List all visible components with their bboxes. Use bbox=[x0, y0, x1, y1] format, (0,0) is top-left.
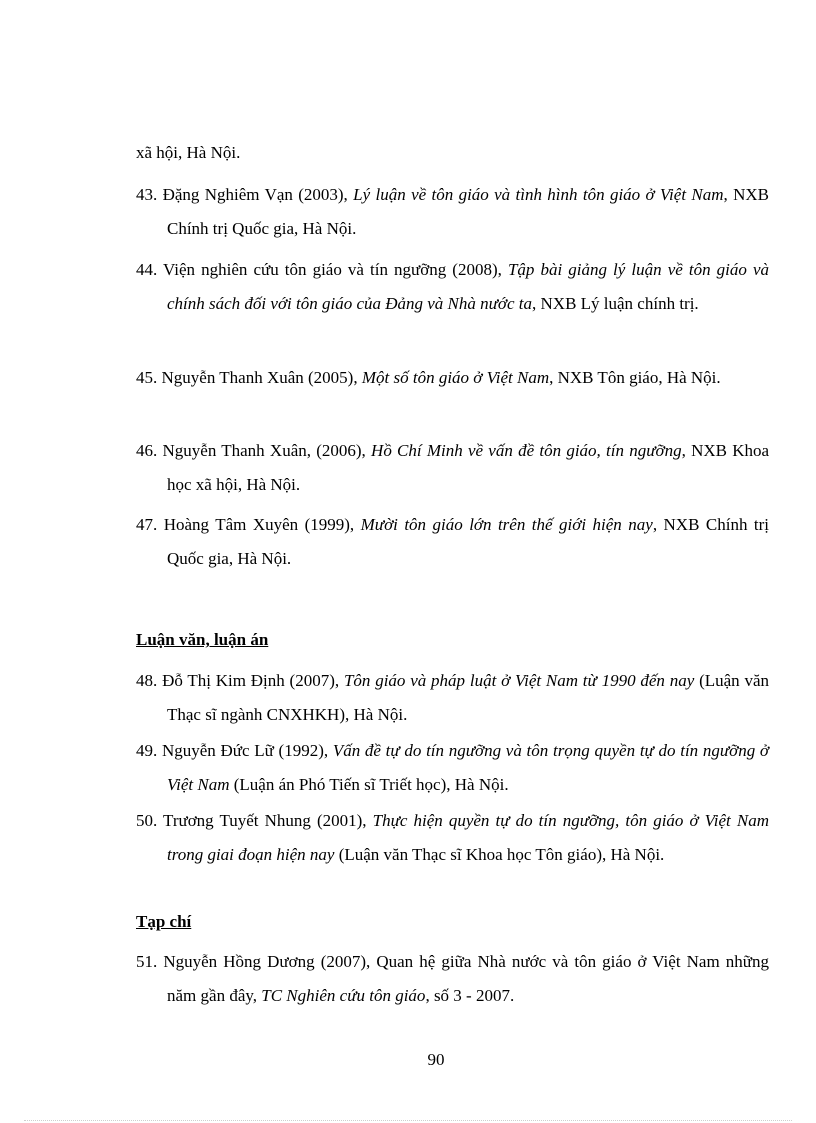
reference-entry bbox=[136, 434, 769, 502]
entry-author: Đỗ Thị Kim Định (2007), bbox=[162, 671, 344, 690]
entry-author: Nguyễn Đức Lữ (1992), bbox=[161, 741, 333, 760]
reference-entry bbox=[136, 945, 769, 1013]
entry-title: Tập bài giảng lý luận về tôn giáo và chính sách đối với tôn giáo của Đảng và Nhà nước ta bbox=[167, 260, 769, 313]
continuation-line: xã hội, Hà Nội. bbox=[136, 143, 241, 162]
entry-number: 43. bbox=[136, 185, 158, 204]
reference-entry bbox=[136, 804, 769, 872]
entry-publisher: , NXB Tôn giáo, Hà Nội. bbox=[549, 368, 721, 387]
entry-title: Thực hiện quyền tự do tín ngưỡng, tôn giáo ở Việt Nam trong giai đoạn hiện nay bbox=[167, 811, 769, 864]
page-number: 90 bbox=[427, 1050, 445, 1069]
entry-title: Mười tôn giáo lớn trên thế giới hiện nay bbox=[360, 515, 653, 534]
entry-publisher: , NXB Chính trị Quốc gia, Hà Nội. bbox=[167, 185, 769, 238]
reference-entry bbox=[136, 734, 769, 802]
entry-author: Trương Tuyết Nhung (2001), bbox=[163, 811, 373, 830]
entry-author: Nguyễn Thanh Xuân (2005), bbox=[161, 368, 362, 387]
entry-publisher: , NXB Lý luận chính trị. bbox=[532, 294, 699, 313]
entry-author: Hoàng Tâm Xuyên (1999), bbox=[163, 515, 361, 534]
entry-author: Nguyễn Thanh Xuân, (2006), bbox=[162, 441, 372, 460]
entry-publisher: (Luận văn Thạc sĩ ngành CNXHKH), Hà Nội. bbox=[167, 671, 770, 724]
entry-number: 45. bbox=[136, 368, 158, 387]
reference-entry bbox=[136, 253, 769, 321]
reference-entry bbox=[136, 664, 769, 732]
entry-number: 47. bbox=[136, 515, 158, 534]
entry-title: TC Nghiên cứu tôn giáo bbox=[261, 986, 426, 1005]
entry-title: Vấn đề tự do tín ngưỡng và tôn trọng quyền tự do tín ngưỡng ở Việt Nam bbox=[167, 741, 770, 794]
entry-publisher: (Luận văn Thạc sĩ Khoa học Tôn giáo), Hà Nội. bbox=[334, 845, 665, 864]
entry-number: 44. bbox=[136, 260, 158, 279]
entry-title: Một số tôn giáo ở Việt Nam bbox=[361, 368, 550, 387]
entry-title: Tôn giáo và pháp luật ở Việt Nam từ 1990 đến nay bbox=[343, 671, 695, 690]
section-heading-theses: Luận văn, luận án bbox=[136, 630, 269, 649]
entry-publisher: , NXB Chính trị Quốc gia, Hà Nội. bbox=[167, 515, 770, 568]
entry-publisher: , NXB Khoa học xã hội, Hà Nội. bbox=[167, 441, 770, 494]
entry-author: Đặng Nghiêm Vạn (2003), bbox=[162, 185, 354, 204]
entry-author: Nguyễn Hồng Dương (2007), Quan hệ giữa Nhà nước và tôn giáo ở Việt Nam những năm gần đây, bbox=[163, 952, 769, 1005]
entry-number: 50. bbox=[136, 811, 158, 830]
reference-entry bbox=[136, 361, 769, 395]
entry-number: 51. bbox=[136, 952, 158, 971]
reference-entry bbox=[136, 508, 769, 576]
entry-number: 46. bbox=[136, 441, 158, 460]
entry-publisher: (Luận án Phó Tiến sĩ Triết học), Hà Nội. bbox=[229, 775, 509, 794]
entry-publisher: , số 3 - 2007. bbox=[425, 986, 515, 1005]
entry-number: 49. bbox=[136, 741, 158, 760]
entry-title: Lý luận về tôn giáo và tình hình tôn giáo ở Việt Nam bbox=[353, 185, 724, 204]
section-heading-journals: Tạp chí bbox=[136, 912, 192, 931]
entry-author: Viện nghiên cứu tôn giáo và tín ngưỡng (2008), bbox=[163, 260, 508, 279]
entry-number: 48. bbox=[136, 671, 158, 690]
page-edge-divider bbox=[24, 1120, 792, 1121]
entry-title: Hồ Chí Minh về vấn đề tôn giáo, tín ngưỡng bbox=[371, 441, 682, 460]
reference-entry bbox=[136, 178, 769, 246]
